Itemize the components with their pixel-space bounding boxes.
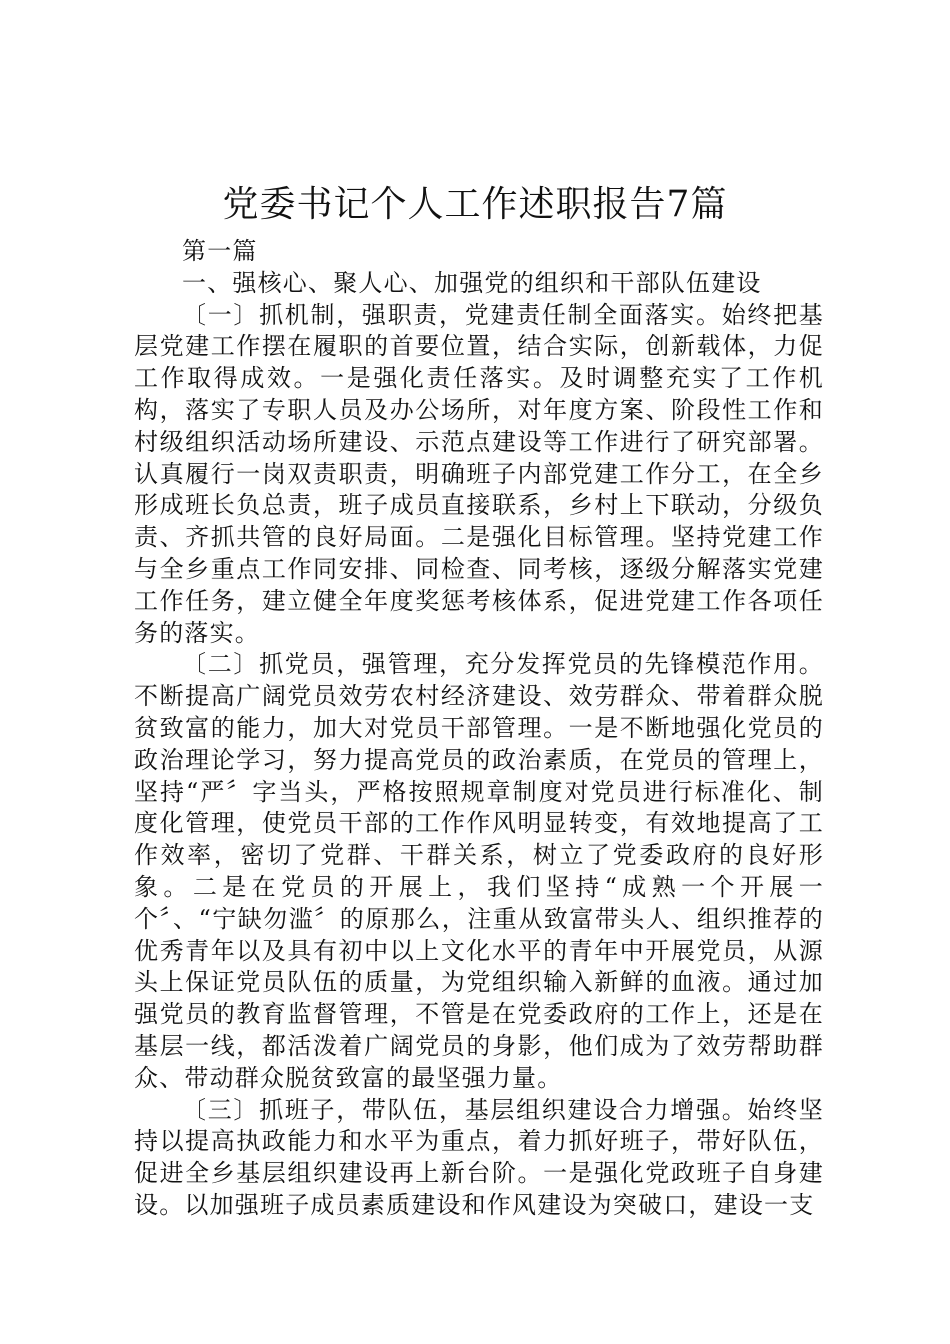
- section-label: 第一篇: [182, 237, 258, 265]
- document-title: 党委书记个人工作述职报告7篇: [222, 184, 728, 225]
- document-body: [134, 236, 824, 1222]
- body-paragraph: 〔三〕抓班子，带队伍，基层组织建设合力增强。始终坚持以提高执政能力和水平为重点，着力抓好班子，带好队伍，促进全乡基层组织建设再上新台阶。一是强化党政班子自身建设。以加强班子成员素质建设和作风建设为突破口，建设一支: [134, 1095, 824, 1219]
- section-heading: 一、强核心、聚人心、加强党的组织和干部队伍建设: [182, 268, 762, 297]
- body-paragraph: 〔一〕抓机制，强职责，党建责任制全面落实。始终把基层党建工作摆在履职的首要位置，结合实际，创新载体，力促工作取得成效。一是强化责任落实。及时调整充实了工作机构，落实了专职人员及办公场所，对年度方案、阶段性工作和村级组织活动场所建设、示范点建设等工作进行了研究部署。认真履行一岗双责职责，明确班子内部党建工作分工，在全乡形成班长负总责，班子成员直接联系，乡村上下联动，分级负责、齐抓共管的良好局面。二是强化目标管理。坚持党建工作与全乡重点工作同安排、同检查、同考核，逐级分解落实党建工作任务，建立健全年度奖惩考核体系，促进党建工作各项任务的落实。: [134, 300, 824, 647]
- body-paragraph: 〔二〕抓党员，强管理，充分发挥党员的先锋模范作用。不断提高广阔党员效劳农村经济建设、效劳群众、带着群众脱贫致富的能力，加大对党员干部管理。一是不断地强化党员的政治理论学习，努力提高党员的政治素质，在党员的管理上，坚持“严〞字当头，严格按照规章制度对党员进行标准化、制度化管理，使党员干部的工作作风明显转变，有效地提高了工作效率，密切了党群、干群关系，树立了党委政府的良好形象。二是在党员的开展上，我们坚持“成熟一个开展一个〞、“宁缺勿滥〞的原那么，注重从致富带头人、组织推荐的优秀青年以及具有初中以上文化水平的青年中开展党员，从源头上保证党员队伍的质量，为党组织输入新鲜的血液。通过加强党员的教育监督管理，不管是在党委政府的工作上，还是在基层一线，都活泼着广阔党员的身影，他们成为了效劳帮助群众、带动群众脱贫致富的最坚强力量。: [134, 650, 824, 1092]
